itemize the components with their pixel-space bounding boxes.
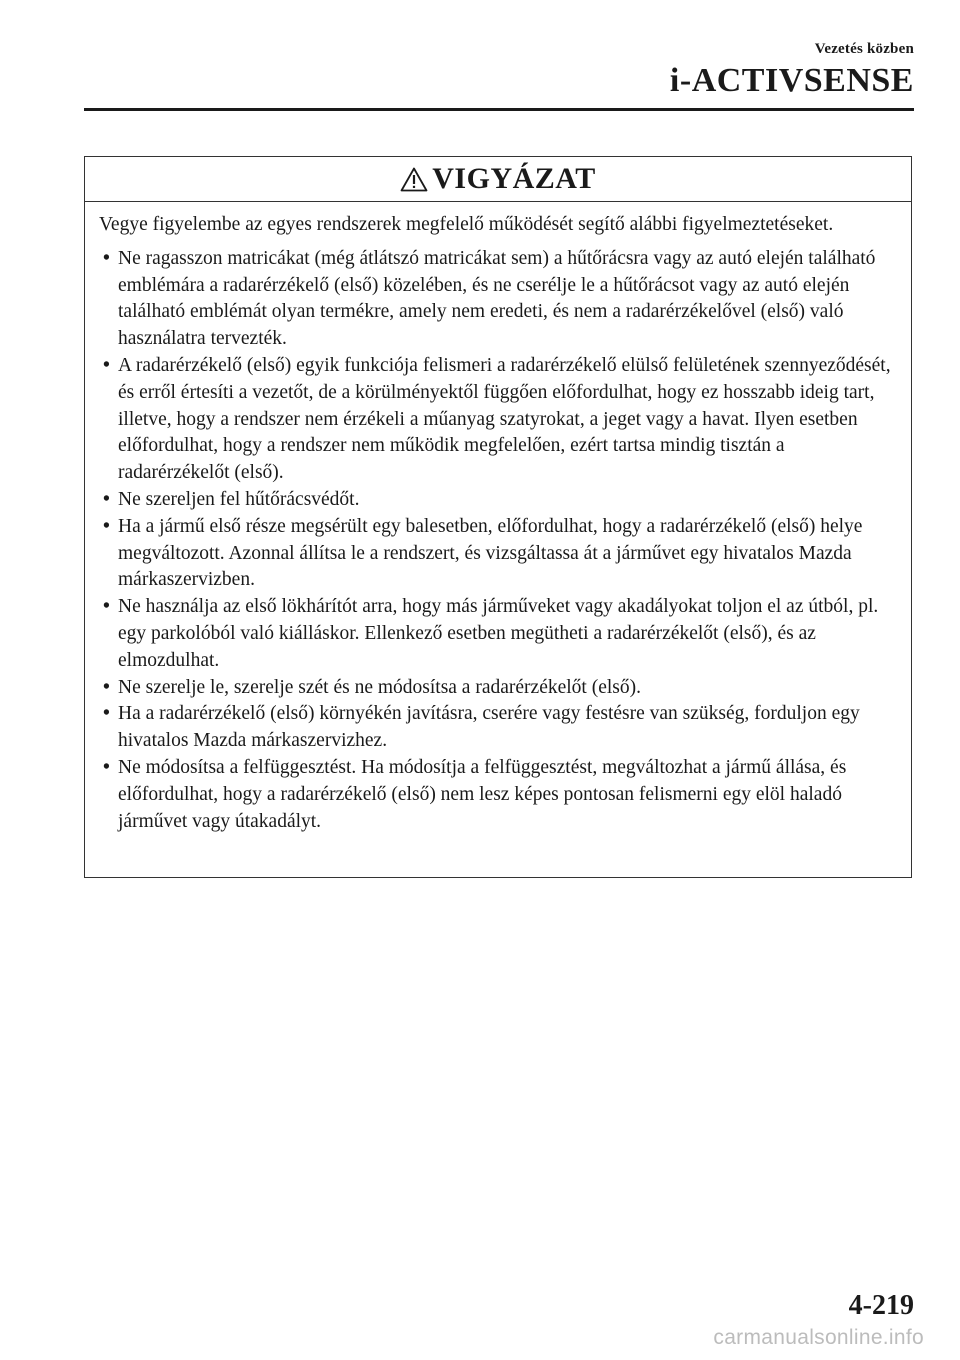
bullet-mark: • [103, 354, 110, 376]
caution-title: VIGYÁZAT [432, 162, 596, 195]
bullet-mark: • [103, 703, 110, 725]
list-item-text: Ha a jármű első része megsérült egy balesetben, előfordulhat, hogy a radarérzékelő (első) helye megváltozott. Azonnal állítsa le a rendszert, és vizsgáltassa át a járművet egy hivatalos Mazda márkaszervizben. [118, 515, 863, 591]
list-item-text: Ne módosítsa a felfüggesztést. Ha módosítja a felfüggesztést, megváltozhat a jármű állása, és előfordulhat, hogy a radarérzékelő (első) nem lesz képes pontosan felismerni egy elöl haladó járművet vagy útakadályt. [118, 756, 847, 832]
list-item [99, 755, 897, 835]
bullet-mark: • [103, 515, 110, 537]
list-item [99, 246, 897, 353]
header-rule [84, 108, 914, 111]
caution-list [99, 246, 897, 836]
section-title: Vezetés közben [814, 41, 914, 57]
list-item-text: Ha a radarérzékelő (első) környékén javításra, cserére vagy festésre van szükség, forduljon egy hivatalos Mazda márkaszervizhez. [118, 703, 860, 752]
list-item-text: Ne ragasszon matricákat (még átlátszó matricákat sem) a hűtőrácsra vagy az autó elején található emblémára a radarérzékelő (első) közelében, és ne cserélje le a hűtőrácsot vagy az autó elején található emblémát olyan termékre, amely nem eredeti, és nem a radarérzékelővel (első) való használatra tervezték. [118, 247, 876, 350]
bullet-mark: • [103, 488, 110, 510]
caution-box [84, 156, 912, 878]
list-item-text: A radarérzékelő (első) egyik funkciója felismeri a radarérzékelő elülső felületének szennyeződését, és erről értesíti a vezetőt, de a körülményektől függően előfordulhat, hogy ez hosszabb ideig tart, illetve, hogy a rendszer nem érzékeli a műanyag szatyrokat, a jeget vagy a havat. Ilyen esetben előfordulhat, hogy a rendszer nem működik megfelelően, ezért tartsa mindig tisztán a radarérzékelőt (első). [118, 354, 891, 484]
list-item [99, 514, 897, 594]
list-item [99, 487, 897, 514]
list-item-text: Ne szerelje le, szerelje szét és ne módosítsa a radarérzékelőt (első). [118, 676, 641, 698]
caution-header [85, 157, 911, 202]
bullet-mark: • [103, 756, 110, 778]
list-item [99, 353, 897, 487]
bullet-mark: • [103, 676, 110, 698]
bullet-mark: • [103, 247, 110, 269]
list-item [99, 675, 897, 702]
caution-intro: Vegye figyelembe az egyes rendszerek megfelelő működését segítő alábbi figyelmeztetéseket. [99, 214, 834, 235]
warning-triangle-icon [400, 167, 428, 192]
list-item [99, 594, 897, 674]
watermark: carmanualsonline.info [713, 1326, 924, 1349]
list-item-text: Ne használja az első lökhárítót arra, hogy más járműveket vagy akadályokat toljon el az útból, pl. egy parkolóból való kiálláskor. Ellenkező esetben megütheti a radarérzékelőt (első), és az elmozdulhat. [118, 596, 879, 671]
bullet-mark: • [103, 596, 110, 618]
page-header [670, 40, 914, 100]
chapter-title: i-ACTIVSENSE [669, 62, 914, 99]
page-number: 4-219 [848, 1290, 914, 1321]
list-item-text: Ne szereljen fel hűtőrácsvédőt. [118, 488, 360, 510]
list-item [99, 701, 897, 755]
caution-body [85, 202, 911, 835]
